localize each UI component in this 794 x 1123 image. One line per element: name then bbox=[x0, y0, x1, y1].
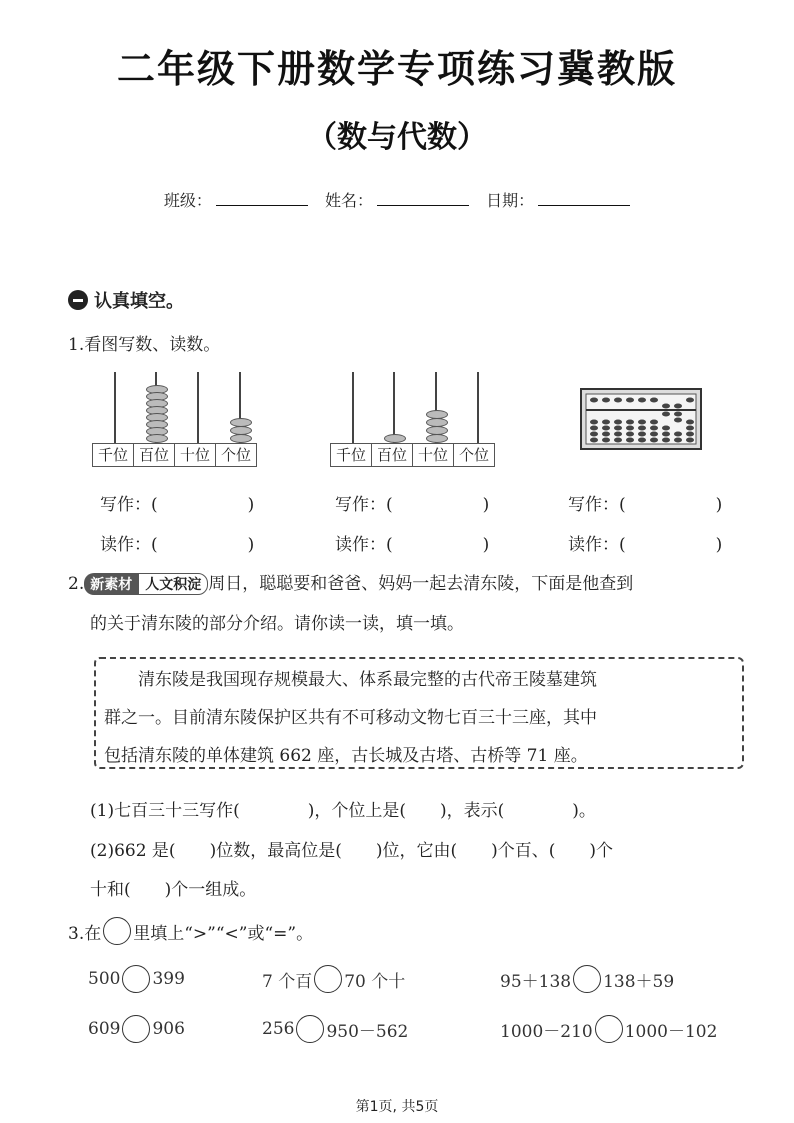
section-one-icon bbox=[68, 290, 88, 310]
class-field[interactable] bbox=[164, 188, 308, 211]
page-title: 二年级下册数学专项练习冀教版 bbox=[116, 47, 677, 91]
new-material-tag: 新素材 bbox=[84, 573, 138, 595]
question-3-text: 3.在 里填上“>”“<”或“=”。 bbox=[68, 917, 313, 945]
place-label: 百位 bbox=[133, 444, 174, 466]
question-2-intro bbox=[68, 569, 633, 595]
sub-question-1[interactable]: (1)七百三十三写作( )，个位上是( )，表示( )。 bbox=[90, 801, 596, 821]
passage-line: 包括清东陵的单体建筑 662 座，古长城及古塔、古桥等 71 座。 bbox=[104, 746, 588, 766]
place-label: 十位 bbox=[412, 444, 453, 466]
compare-item: 95＋138 138＋59 bbox=[500, 965, 674, 993]
question-2-line1: 周日，聪聪要和爸爸、妈妈一起去清东陵，下面是他查到 bbox=[208, 574, 634, 594]
passage-line: 清东陵是我国现存规模最大、体系最完整的古代帝王陵墓建筑 bbox=[138, 670, 597, 690]
compare-item: 256 950－562 bbox=[262, 1015, 408, 1043]
compare-item: 609 906 bbox=[88, 1015, 185, 1043]
abacus-b bbox=[330, 368, 500, 468]
section-heading bbox=[68, 287, 184, 313]
date-label: 日期： bbox=[486, 191, 535, 210]
culture-tag: 人文积淀 bbox=[138, 573, 208, 595]
place-label: 个位 bbox=[453, 444, 494, 466]
place-label: 十位 bbox=[174, 444, 215, 466]
class-label: 班级： bbox=[163, 191, 212, 210]
question-1-text: 1.看图写数、读数。 bbox=[68, 335, 221, 355]
write-label: 写作：( bbox=[100, 495, 158, 515]
place-label: 千位 bbox=[335, 446, 366, 464]
name-field[interactable] bbox=[325, 188, 469, 211]
place-label: 百位 bbox=[371, 444, 412, 466]
passage-line: 群之一。目前清东陵保护区共有不可移动文物七百三十三座，其中 bbox=[104, 708, 597, 728]
compare-item: 7 个百 70 个十 bbox=[262, 965, 405, 993]
section-title: 认真填空。 bbox=[94, 291, 184, 312]
answer-circle[interactable] bbox=[296, 1015, 324, 1043]
answer-circle[interactable] bbox=[595, 1015, 623, 1043]
compare-item: 1000－210 1000－102 bbox=[500, 1015, 717, 1043]
write-label: 写作：( bbox=[335, 495, 393, 515]
name-label: 姓名： bbox=[324, 191, 373, 210]
compare-item: 500 399 bbox=[88, 965, 185, 993]
question-2-line2: 的关于清东陵的部分介绍。请你读一读，填一填。 bbox=[90, 614, 464, 634]
write-answer-b[interactable]: 写作：( ) bbox=[335, 495, 490, 515]
sub-question-2-line2[interactable]: 十和( )个一组成。 bbox=[90, 880, 257, 900]
read-label: 读作：( bbox=[335, 535, 393, 555]
read-answer-a[interactable]: 读作：( ) bbox=[100, 535, 255, 555]
student-info bbox=[0, 188, 794, 211]
write-label: 写作：( bbox=[568, 495, 626, 515]
page-footer: 第1页, 共5页 bbox=[355, 1099, 439, 1115]
circle-icon bbox=[103, 917, 131, 945]
write-answer-a[interactable]: 写作：( ) bbox=[100, 495, 255, 515]
question-2-number: 2. bbox=[68, 574, 85, 594]
date-field[interactable] bbox=[486, 188, 630, 211]
place-label: 个位 bbox=[215, 444, 256, 466]
answer-circle[interactable] bbox=[573, 965, 601, 993]
place-label: 千位 bbox=[97, 446, 128, 464]
suanpan-picture bbox=[580, 388, 702, 450]
read-answer-c[interactable]: 读作：( ) bbox=[568, 535, 723, 555]
read-label: 读作：( bbox=[100, 535, 158, 555]
read-answer-b[interactable]: 读作：( ) bbox=[335, 535, 490, 555]
abacus-a bbox=[92, 368, 262, 468]
read-label: 读作：( bbox=[568, 535, 626, 555]
page-subtitle: （数与代数） bbox=[307, 120, 487, 155]
write-answer-c[interactable]: 写作：( ) bbox=[568, 495, 723, 515]
passage-box bbox=[94, 657, 744, 769]
answer-circle[interactable] bbox=[122, 965, 150, 993]
sub-question-2-line1[interactable]: (2)662 是( )位数，最高位是( )位，它由( )个百、( )个 bbox=[90, 841, 613, 861]
answer-circle[interactable] bbox=[122, 1015, 150, 1043]
answer-circle[interactable] bbox=[314, 965, 342, 993]
